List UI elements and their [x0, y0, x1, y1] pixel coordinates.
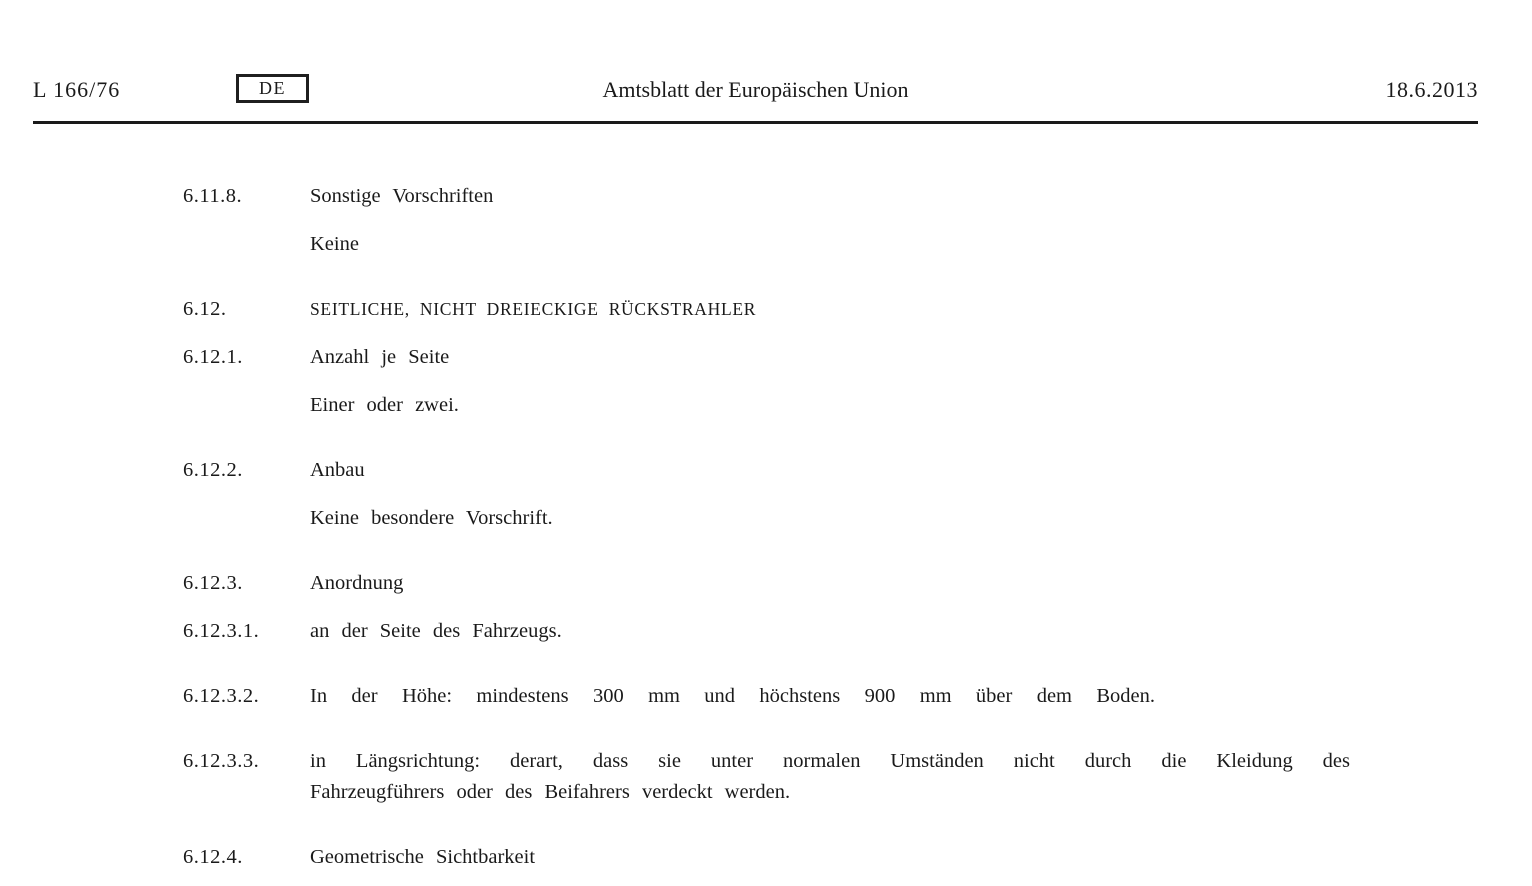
- section-row: [183, 294, 1443, 325]
- section-row: [183, 455, 1443, 486]
- section-number: 6.11.8.: [183, 185, 243, 207]
- section-text: Anordnung: [310, 572, 404, 594]
- section-row: [183, 616, 1443, 647]
- journal-title: Amtsblatt der Europäischen Union: [602, 77, 909, 102]
- section-text: Keine besondere Vorschrift.: [310, 507, 553, 529]
- section-number: 6.12.1.: [183, 346, 243, 368]
- section-text-line: in Längsrichtung: derart, dass sie unter normalen Umständen nicht durch die Kleidung des: [310, 750, 1350, 772]
- section-number: 6.12.2.: [183, 459, 243, 481]
- page-header: [33, 74, 1478, 108]
- section-text: Sonstige Vorschriften: [310, 185, 494, 207]
- section-text: Geometrische Sichtbarkeit: [310, 846, 536, 868]
- issue-date: 18.6.2013: [1385, 77, 1478, 102]
- section-number: 6.12.3.1.: [183, 620, 260, 642]
- section-number: 6.12.3.3.: [183, 750, 260, 772]
- section-text-line: Fahrzeugführers oder des Beifahrers verdeckt werden.: [310, 781, 791, 803]
- section-row: [183, 342, 1443, 373]
- section-number: 6.12.3.2.: [183, 685, 260, 707]
- section-text: Keine: [310, 233, 359, 255]
- section-text: Anbau: [310, 459, 365, 481]
- section-number: 6.12.4.: [183, 846, 243, 868]
- section-row: [183, 681, 1443, 712]
- section-number: 6.12.: [183, 298, 227, 320]
- section-row: [183, 390, 1443, 421]
- section-text: an der Seite des Fahrzeugs.: [310, 620, 562, 642]
- section-row: [183, 503, 1443, 534]
- page-number: L 166/76: [33, 77, 121, 102]
- section-text: Anzahl je Seite: [310, 346, 450, 368]
- document-body: [183, 181, 1443, 873]
- header-rule: [33, 121, 1478, 124]
- section-row: [183, 746, 1443, 808]
- section-text: SEITLICHE, NICHT DREIECKIGE RÜCKSTRAHLER: [310, 299, 757, 319]
- section-row: [183, 568, 1443, 599]
- section-text: Einer oder zwei.: [310, 394, 459, 416]
- section-text: [310, 746, 1350, 808]
- section-number: 6.12.3.: [183, 572, 243, 594]
- section-row: [183, 229, 1443, 260]
- section-row: [183, 842, 1443, 873]
- section-text: In der Höhe: mindestens 300 mm und höchstens 900 mm über dem Boden.: [310, 685, 1155, 707]
- language-badge: DE: [236, 74, 309, 103]
- section-row: [183, 181, 1443, 212]
